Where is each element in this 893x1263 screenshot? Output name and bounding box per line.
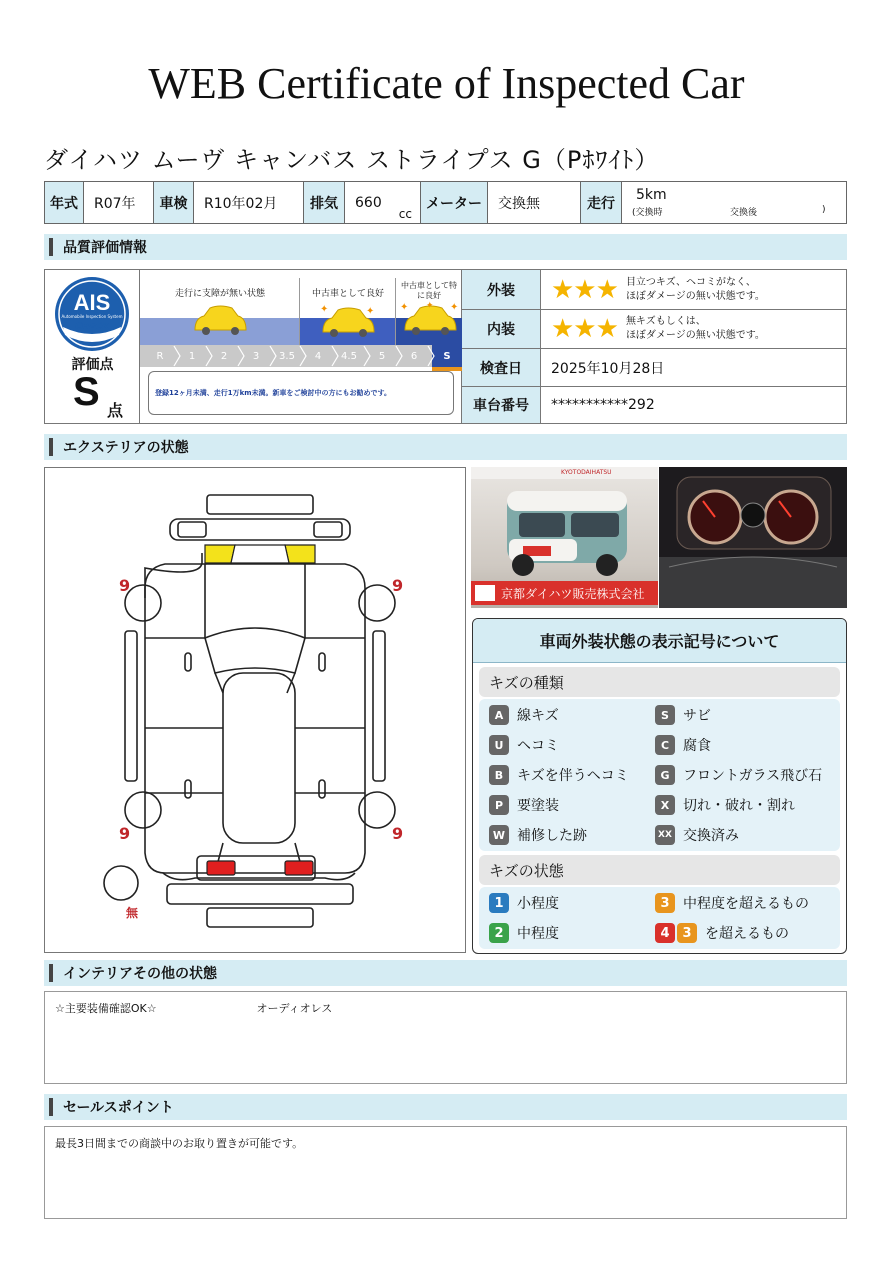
level-label: 中程度を超えるもの	[683, 896, 809, 912]
tire-mark-rear-right: 9	[392, 824, 404, 843]
scale-step-4-5: 4.5	[341, 350, 357, 362]
scale-step-S: S	[443, 350, 451, 362]
mileage-note-left: (交換時	[632, 208, 663, 218]
ais-score-area	[45, 270, 140, 423]
damage-label: フロントガラス飛び石	[683, 768, 823, 784]
damage-code: X	[655, 795, 675, 815]
damage-code: XX	[655, 825, 675, 845]
tire-mark-front-left: 9	[119, 576, 131, 595]
sales-section-header	[44, 1094, 847, 1120]
damage-type-A	[489, 705, 559, 725]
date-label: 検査日	[462, 349, 541, 386]
damage-level-3	[655, 893, 809, 913]
mileage-note	[632, 205, 846, 218]
meter-label: メーター	[421, 182, 488, 223]
displacement-unit: cc	[398, 207, 412, 221]
taillight-right-mark	[285, 861, 313, 875]
headlight-left-mark	[205, 545, 235, 563]
photo-header: KYOTODAIHATSU	[471, 467, 658, 479]
damage-type-U	[489, 735, 559, 755]
scale-step-R: R	[156, 350, 164, 362]
damage-type-XX	[655, 825, 739, 845]
exterior-label: 外装	[462, 270, 541, 309]
year-value: R07年	[84, 182, 154, 223]
meter-value: 交換無	[488, 182, 581, 223]
scale-caption-3: 中古車として特に良好	[401, 281, 457, 300]
quality-box	[44, 269, 847, 424]
damage-level-1	[489, 893, 559, 913]
vin-label: 車台番号	[462, 387, 541, 423]
interior-row	[462, 310, 846, 349]
score-value: S	[73, 370, 100, 414]
scale-step-1: 1	[188, 350, 196, 362]
dealer-banner-text: 京都ダイハツ販売株式会社	[501, 586, 645, 601]
exterior-section-header	[44, 434, 847, 460]
damage-code: A	[489, 705, 509, 725]
damage-code: W	[489, 825, 509, 845]
vin-value: ***********292	[551, 397, 655, 413]
level-label: 中程度	[517, 926, 559, 942]
certificate-title: WEB Certificate of Inspected Car	[148, 59, 745, 108]
exterior-desc-2: ほぼダメージの無い状態です。	[625, 290, 765, 302]
scale-caption-1: 走行に支障が無い状態	[174, 289, 265, 299]
damage-code: P	[489, 795, 509, 815]
spec-table	[44, 181, 847, 224]
interior-notes	[44, 991, 847, 1084]
exterior-desc-1: 目立つキズ、ヘコミがなく、	[625, 276, 756, 288]
interior-stars: ★★★	[551, 314, 618, 344]
level-code-2: 3	[677, 923, 697, 943]
damage-label: 交換済み	[683, 828, 739, 844]
displacement-value: 660	[355, 194, 382, 211]
svg-text:✦: ✦	[366, 306, 375, 317]
damage-levels-list	[479, 887, 840, 949]
mileage-label: 走行	[581, 182, 622, 223]
displacement-label: 排気	[304, 182, 345, 223]
svg-text:✦: ✦	[400, 302, 409, 313]
level-code: 1	[489, 893, 509, 913]
damage-level-2	[489, 923, 559, 943]
svg-text:✦: ✦	[450, 302, 459, 313]
displacement-cell	[345, 182, 421, 223]
interior-desc-1: 無キズもしくは、	[625, 316, 706, 327]
damage-label: キズを伴うヘコミ	[517, 768, 629, 784]
damage-type-B	[489, 765, 629, 785]
section-marker	[49, 238, 53, 256]
sales-note: 最長3日間までの商談中のお取り置きが可能です。	[55, 1137, 304, 1150]
quality-section-title: 品質評価情報	[63, 240, 147, 256]
damage-legend	[472, 618, 847, 954]
damage-code: C	[655, 735, 675, 755]
interior-desc	[626, 315, 765, 343]
level-code: 4	[655, 923, 675, 943]
damage-type-X	[655, 795, 795, 815]
damage-label: 腐食	[683, 738, 711, 754]
level-label: を超えるもの	[705, 926, 789, 942]
dealer-logo-icon	[475, 585, 495, 601]
interior-label: 内装	[462, 310, 541, 348]
scale-step-2: 2	[220, 350, 228, 362]
interior-note-2: オーディオレス	[256, 1002, 333, 1015]
ais-sub-text: Automobile Inspection System	[61, 314, 123, 319]
damage-code: S	[655, 705, 675, 725]
scale-caption-2: 中古車として良好	[311, 289, 384, 299]
ais-logo-text: AIS	[73, 290, 111, 315]
grade-scale-area	[140, 270, 462, 423]
damage-type-C	[655, 735, 711, 755]
damage-label: 補修した跡	[517, 828, 587, 844]
car-exterior-photo	[471, 467, 658, 608]
damage-level-4	[655, 923, 789, 943]
exterior-desc	[626, 276, 765, 304]
mileage-note-mid: 交換後	[730, 208, 758, 218]
level-code: 3	[655, 893, 675, 913]
interior-section-header	[44, 960, 847, 986]
mileage-cell	[622, 182, 846, 223]
vin-row	[462, 387, 846, 423]
car-outline	[45, 468, 465, 952]
dealer-banner	[471, 581, 658, 605]
mileage-note-right: )	[822, 205, 826, 215]
ais-check-text: CHECK	[75, 322, 109, 332]
damage-label: ヘコミ	[517, 738, 559, 754]
damage-type-G	[655, 765, 822, 785]
damage-types-list	[479, 699, 840, 851]
damage-type-P	[489, 795, 559, 815]
damage-type-S	[655, 705, 711, 725]
scale-step-4: 4	[314, 350, 322, 362]
grade-car-icon-3	[400, 300, 460, 340]
svg-text:✦: ✦	[426, 301, 434, 311]
tire-mark-rear-left: 9	[119, 824, 131, 843]
date-value: 2025年10月28日	[551, 360, 665, 377]
grade-car-icon-1	[190, 300, 250, 340]
year-label: 年式	[45, 182, 84, 223]
mileage-value: 5km	[636, 187, 667, 203]
scale-step-3-5: 3.5	[279, 350, 295, 362]
scale-step-5: 5	[378, 350, 386, 362]
car-damage-diagram	[44, 467, 466, 953]
level-label: 小程度	[517, 896, 559, 912]
score-unit: 点	[107, 401, 124, 420]
headlight-right-mark	[285, 545, 315, 563]
legend-title: 車両外装状態の表示記号について	[473, 619, 846, 663]
interior-desc-2: ほぼダメージの無い状態です。	[625, 330, 765, 341]
damage-types-title: キズの種類	[479, 667, 840, 697]
car-name: ダイハツ ムーヴ キャンバス ストライプス G（Pﾎﾜｲﾄ）	[44, 146, 660, 174]
exterior-row	[462, 270, 846, 310]
damage-label: 切れ・破れ・割れ	[683, 798, 795, 814]
svg-text:✦: ✦	[320, 304, 329, 315]
damage-code: U	[489, 735, 509, 755]
sales-section-title: セールスポイント	[63, 1100, 174, 1116]
car-photo-illustration	[489, 481, 639, 581]
interior-note-1: ☆主要装備確認OK☆	[55, 1002, 157, 1015]
scale-step-3: 3	[252, 350, 260, 362]
damage-label: 要塗装	[517, 798, 559, 814]
quality-grid	[462, 270, 846, 423]
scale-note: 登録12ヶ月未満、走行1万km未満。新車をご検討中の方にもお勧めです。	[148, 371, 454, 415]
taillight-left-mark	[207, 861, 235, 875]
section-marker	[49, 964, 53, 982]
damage-label: サビ	[683, 708, 711, 724]
meter-illustration	[659, 467, 847, 608]
scale-step-6: 6	[410, 350, 418, 362]
scale-chevrons	[140, 345, 462, 367]
damage-type-W	[489, 825, 587, 845]
interior-section-title: インテリアその他の状態	[63, 966, 217, 982]
grade-car-icon-2	[318, 302, 376, 342]
date-row	[462, 349, 846, 387]
inspection-value: R10年02月	[194, 182, 304, 223]
section-marker	[49, 438, 53, 456]
spare-tire-mark: 無	[126, 906, 139, 920]
level-code: 2	[489, 923, 509, 943]
damage-label: 線キズ	[517, 708, 559, 724]
sales-notes	[44, 1126, 847, 1219]
exterior-value	[541, 270, 846, 309]
interior-value	[541, 310, 846, 348]
score-label: 評価点	[71, 357, 114, 373]
meter-photo	[659, 467, 847, 608]
exterior-stars: ★★★	[551, 274, 618, 305]
damage-code: G	[655, 765, 675, 785]
tire-mark-front-right: 9	[392, 576, 404, 595]
inspection-label: 車検	[154, 182, 194, 223]
quality-section-header	[44, 234, 847, 260]
damage-code: B	[489, 765, 509, 785]
exterior-section-title: エクステリアの状態	[63, 440, 189, 456]
section-marker	[49, 1098, 53, 1116]
damage-levels-title: キズの状態	[479, 855, 840, 885]
